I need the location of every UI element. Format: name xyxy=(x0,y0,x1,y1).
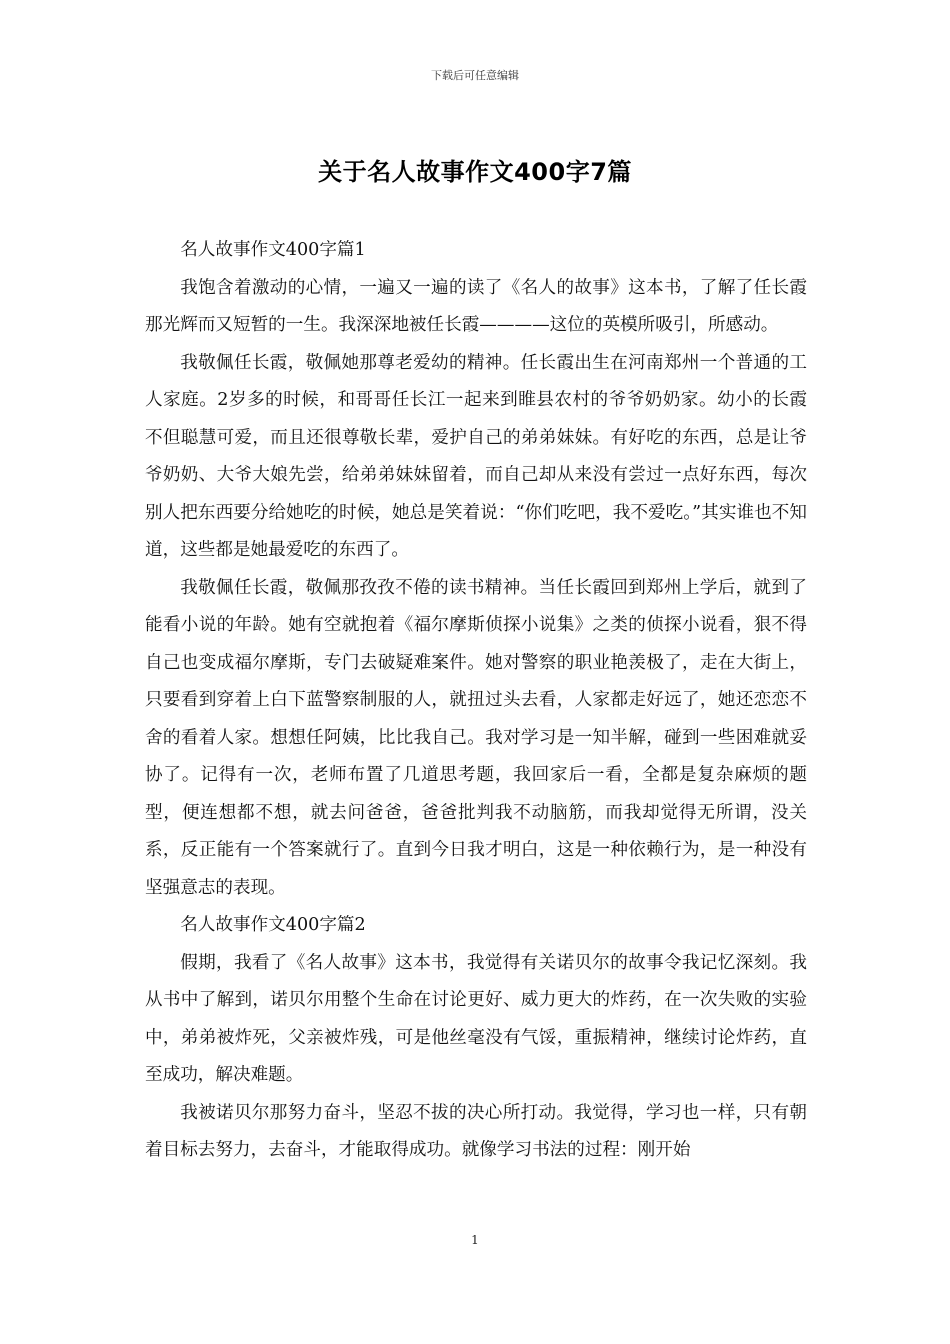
section-heading: 名人故事作文400字篇2 xyxy=(180,915,366,935)
body-paragraph: 假期，我看了《名人故事》这本书，我觉得有关诺贝尔的故事令我记忆深刻。我从书中了解到，诺贝尔用整个生命在讨论更好、威力更大的炸药，在一次失败的实验中，弟弟被炸死，父亲被炸残，可是他丝毫没有气馁，重振精神，继续讨论炸药，直至成功，解决难题。 xyxy=(145,952,807,1085)
document-title: 关于名人故事作文400字7篇 xyxy=(318,158,632,186)
section-heading: 名人故事作文400字篇1 xyxy=(180,240,366,260)
page-number: 1 xyxy=(471,1233,479,1247)
header-note: 下载后可任意编辑 xyxy=(431,69,519,82)
body-paragraph: 我饱含着激动的心情，一遍又一遍的读了《名人的故事》这本书，了解了任长霞那光辉而又短暂的一生。我深深地被任长霞————这位的英模所吸引，所感动。 xyxy=(145,277,807,335)
document-body xyxy=(145,232,807,1170)
body-paragraph: 我敬佩任长霞，敬佩那孜孜不倦的读书精神。当任长霞回到郑州上学后，就到了能看小说的年龄。她有空就抱着《福尔摩斯侦探小说集》之类的侦探小说看，狠不得自己也变成福尔摩斯，专门去破疑难案件。她对警察的职业艳羡极了，走在大街上，只要看到穿着上白下蓝警察制服的人，就扭过头去看，人家都走好远了，她还恋恋不舍的看着人家。想想任阿姨，比比我自己。我对学习是一知半解，碰到一些困难就妥协了。记得有一次，老师布置了几道思考题，我回家后一看，全都是复杂麻烦的题型，便连想都不想，就去问爸爸，爸爸批判我不动脑筋，而我却觉得无所谓，没关系，反正能有一个答案就行了。直到今日我才明白，这是一种依赖行为，是一种没有坚强意志的表现。 xyxy=(145,577,807,898)
body-paragraph: 我敬佩任长霞，敬佩她那尊老爱幼的精神。任长霞出生在河南郑州一个普通的工人家庭。2岁多的时候，和哥哥任长江一起来到睢县农村的爷爷奶奶家。幼小的长霞不但聪慧可爱，而且还很尊敬长辈，爱护自己的弟弟妹妹。有好吃的东西，总是让爷爷奶奶、大爷大娘先尝，给弟弟妹妹留着，而自己却从来没有尝过一点好东西，每次别人把东西要分给她吃的时候，她总是笑着说：“你们吃吧，我不爱吃。”其实谁也不知道，这些都是她最爱吃的东西了。 xyxy=(145,352,807,560)
body-paragraph: 我被诺贝尔那努力奋斗，坚忍不拔的决心所打动。我觉得，学习也一样，只有朝着目标去努力，去奋斗，才能取得成功。就像学习书法的过程：刚开始 xyxy=(145,1102,807,1160)
